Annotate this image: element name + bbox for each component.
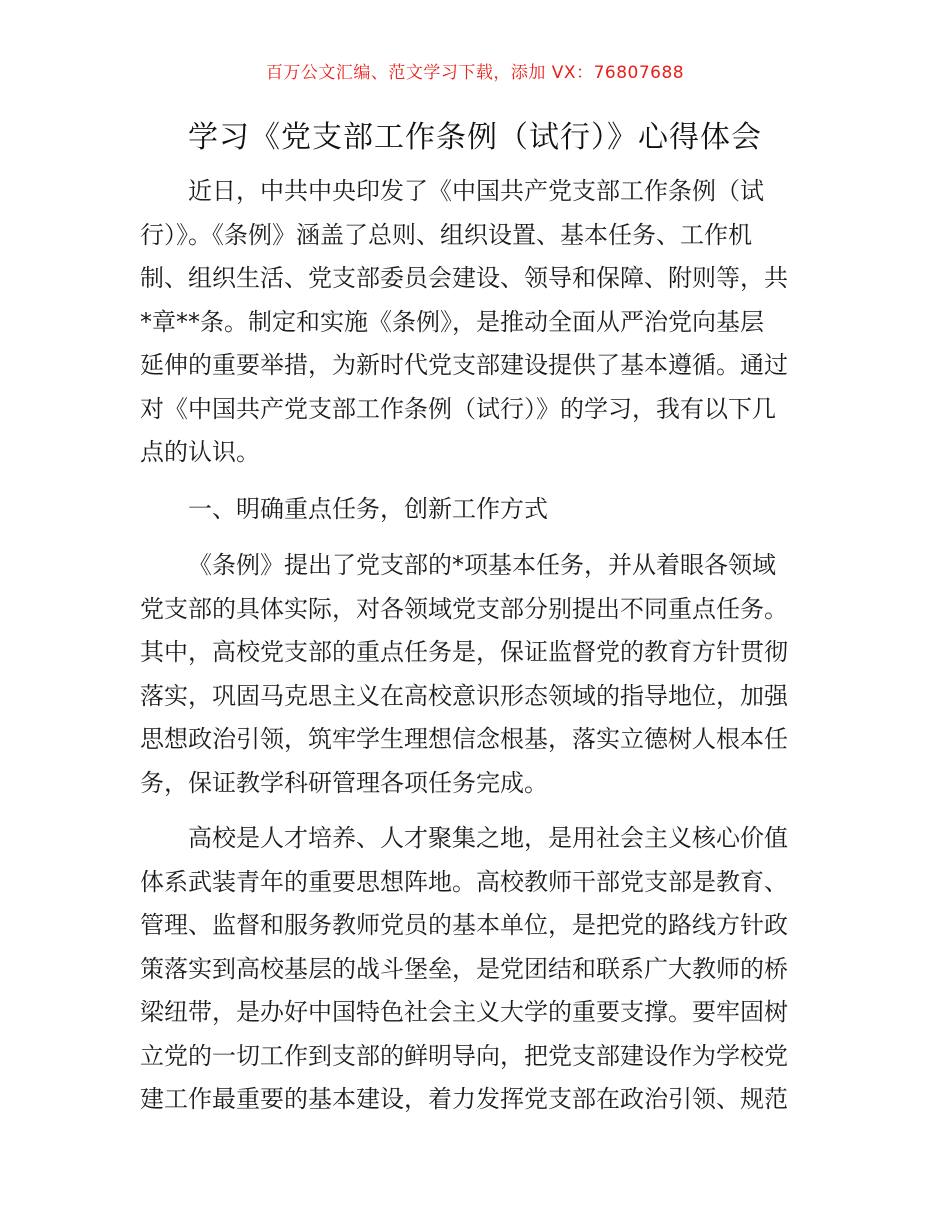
document-body	[140, 170, 812, 1122]
paragraph-universities: 高校是人才培养、人才聚集之地，是用社会主义核心价值 体系武装青年的重要思想阵地。高校教师干部党支部是教育、 管理、监督和服务教师党员的基本单位，是把党的路线方针政 策落实到高校基层的战斗堡垒，是党团结和联系广大教师的桥 梁纽带，是办好中国特色社会主义大学的重要支撑。要牢固树 立党的一切工作到支部的鲜明导向，把党支部建设作为学校党 建工作最重要的基本建设，着力发挥党支部在政治引领、规范	[140, 824, 788, 1113]
paragraph-key-tasks: 《条例》提出了党支部的*项基本任务，并从着眼各领域 党支部的具体实际，对各领域党支部分别提出不同重点任务。 其中，高校党支部的重点任务是，保证监督党的教育方针贯彻 落实，巩固马克思主义在高校意识形态领域的指导地位，加强 思想政治引领，筑牢学生理想信念根基，落实立德树人根本任 务，保证教学科研管理各项任务完成。	[140, 551, 788, 797]
paragraph-intro: 近日，中共中央印发了《中国共产党支部工作条例（试 行）》。《条例》涵盖了总则、组织设置、基本任务、工作机 制、组织生活、党支部委员会建设、领导和保障、附则等，共 *章**条。制定和实施《条例》，是推动全面从严治党向基层 延伸的重要举措，为新时代党支部建设提供了基本遵循。通过 对《中国共产党支部工作条例（试行）》的学习，我有以下几 点的认识。	[140, 177, 788, 466]
section-heading-1: 一、明确重点任务，创新工作方式	[188, 494, 548, 523]
document-title: 学习《党支部工作条例（试行）》心得体会	[188, 120, 762, 155]
header-banner: 百万公文汇编、范文学习下载，添加 VX：76807688	[265, 63, 685, 83]
